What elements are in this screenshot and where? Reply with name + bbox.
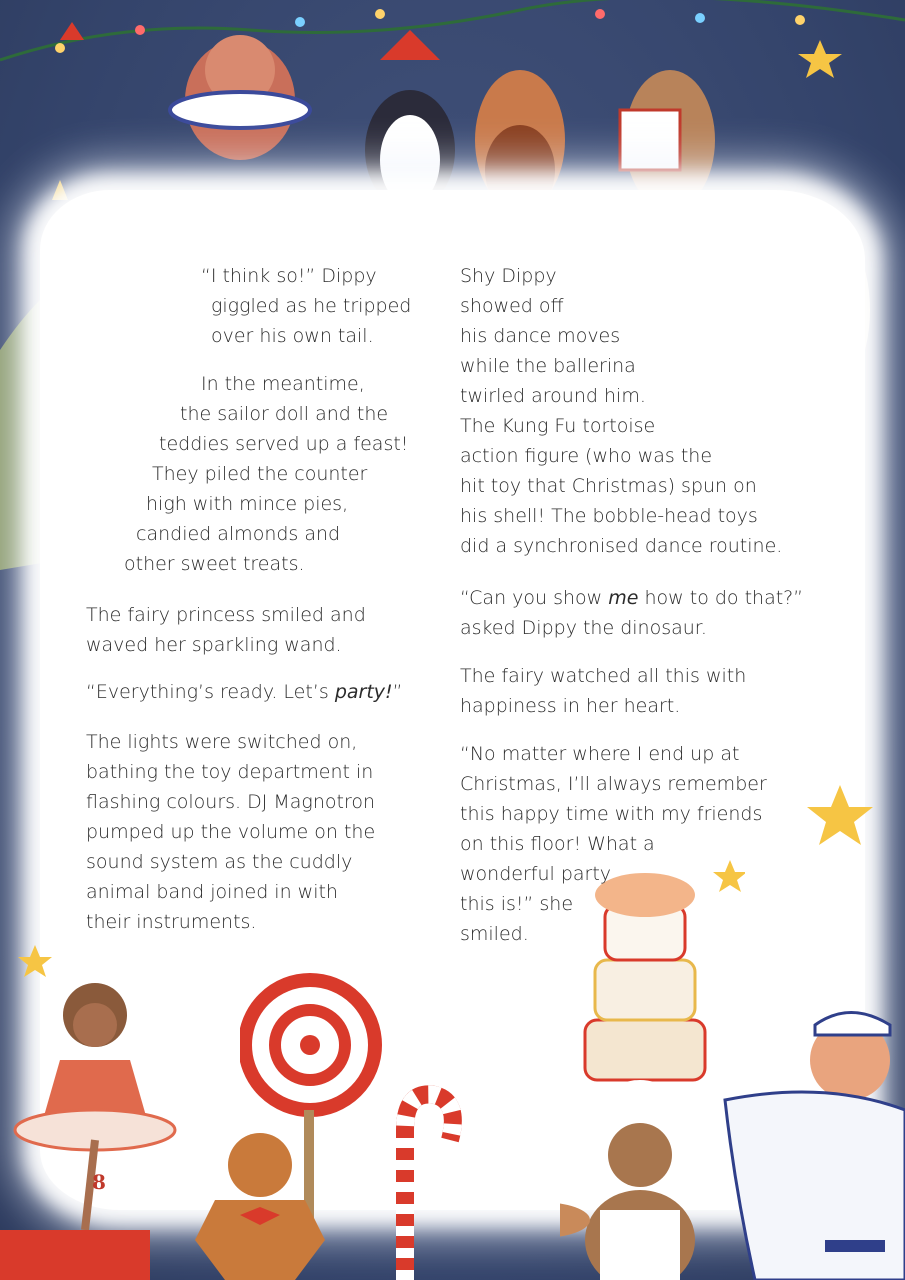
emphasis-text: me bbox=[608, 587, 639, 609]
text-line: In the meantime, bbox=[201, 373, 365, 395]
left-paragraph-5 bbox=[86, 727, 375, 937]
candy-cane-illustration bbox=[375, 1080, 465, 1280]
text-line: this is!” she bbox=[460, 893, 574, 915]
right-paragraph-3 bbox=[460, 661, 746, 721]
star-decoration bbox=[805, 780, 875, 850]
text-line: his dance moves bbox=[460, 325, 621, 347]
right-paragraph-2 bbox=[460, 583, 803, 643]
text-line: waved her sparkling wand. bbox=[86, 634, 342, 656]
left-paragraph-4 bbox=[86, 677, 402, 707]
text-line: The lights were switched on, bbox=[86, 731, 358, 753]
text-run: “Can you show bbox=[460, 587, 609, 609]
text-line: action figure (who was the bbox=[460, 445, 713, 467]
ballerina-illustration bbox=[0, 940, 200, 1280]
text-run: ” bbox=[392, 681, 403, 703]
text-line: animal band joined in with bbox=[86, 881, 338, 903]
text-line: The fairy watched all this with bbox=[460, 665, 747, 687]
text-line: wonderful party bbox=[460, 863, 612, 885]
text-line: twirled around him. bbox=[460, 385, 646, 407]
text-line: They piled the counter bbox=[152, 463, 368, 485]
text-line: happiness in her heart. bbox=[460, 695, 681, 717]
text-line: Shy Dippy bbox=[460, 265, 557, 287]
text-line: their instruments. bbox=[86, 911, 257, 933]
text-line: the sailor doll and the bbox=[180, 403, 389, 425]
text-line bbox=[86, 677, 402, 707]
text-run: how to do that?” bbox=[638, 587, 804, 609]
text-line bbox=[460, 583, 803, 613]
emphasis-text: party! bbox=[334, 681, 393, 703]
text-line: candied almonds and bbox=[136, 523, 341, 545]
text-line: pumped up the volume on the bbox=[86, 821, 376, 843]
text-line: smiled. bbox=[460, 923, 529, 945]
right-paragraph-4 bbox=[460, 739, 767, 949]
text-line: “I think so!” Dippy bbox=[201, 265, 377, 287]
text-line: sound system as the cuddly bbox=[86, 851, 353, 873]
text-run: “Everything’s ready. Let’s bbox=[86, 681, 335, 703]
text-line: asked Dippy the dinosaur. bbox=[460, 617, 707, 639]
text-line: showed off bbox=[460, 295, 564, 317]
left-paragraph-3 bbox=[86, 600, 366, 660]
text-line: The fairy princess smiled and bbox=[86, 604, 366, 626]
text-line: his shell! The bobble-head toys bbox=[460, 505, 758, 527]
text-line: this happy time with my friends bbox=[460, 803, 763, 825]
text-line: Christmas, I’ll always remember bbox=[460, 773, 767, 795]
text-line: giggled as he tripped bbox=[211, 295, 412, 317]
text-line: on this floor! What a bbox=[460, 833, 655, 855]
text-line: while the ballerina bbox=[460, 355, 636, 377]
text-line: The Kung Fu tortoise bbox=[460, 415, 656, 437]
text-line: teddies served up a feast! bbox=[159, 433, 409, 455]
text-line: bathing the toy department in bbox=[86, 761, 374, 783]
gingerbread-illustration bbox=[185, 1130, 335, 1280]
page-number: 8 bbox=[92, 1170, 106, 1194]
text-line: flashing colours. DJ Magnotron bbox=[86, 791, 376, 813]
text-line: did a synchronised dance routine. bbox=[460, 535, 783, 557]
right-paragraph-1 bbox=[460, 261, 782, 561]
text-line: other sweet treats. bbox=[124, 553, 305, 575]
text-line: hit toy that Christmas) spun on bbox=[460, 475, 757, 497]
text-line: over his own tail. bbox=[211, 325, 374, 347]
text-line: “No matter where I end up at bbox=[460, 743, 740, 765]
sailor-illustration bbox=[695, 990, 905, 1280]
text-line: high with mince pies, bbox=[146, 493, 349, 515]
